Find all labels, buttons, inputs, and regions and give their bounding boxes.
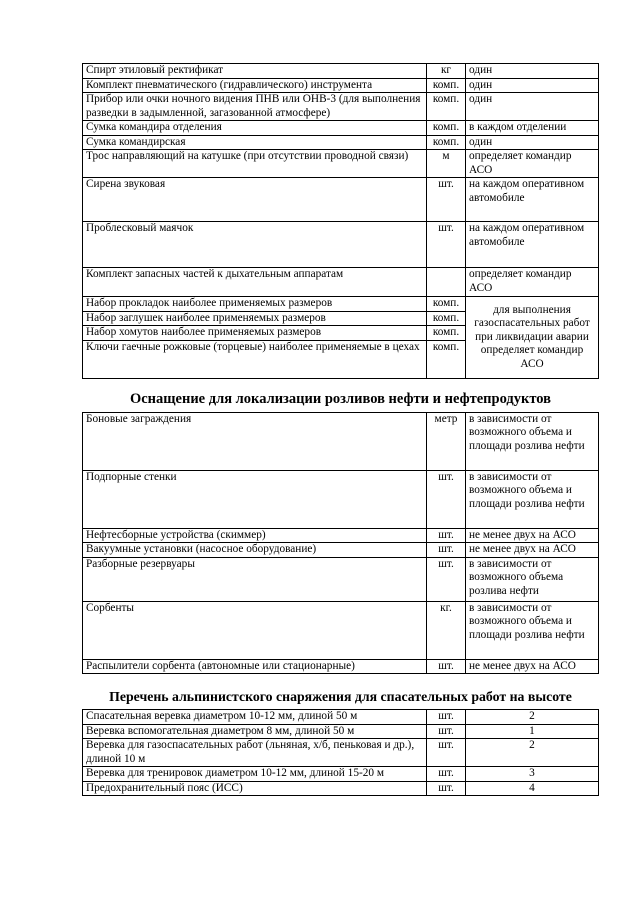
item-unit: шт.	[427, 178, 466, 222]
item-unit: комп.	[427, 326, 466, 341]
item-unit: комп.	[427, 93, 466, 121]
item-unit: шт.	[427, 710, 466, 725]
table-row	[83, 93, 599, 121]
item-name: Ключи гаечные рожковые (торцевые) наиболее применяемые в цехах	[83, 340, 427, 378]
table-row	[83, 222, 599, 268]
item-name: Спирт этиловый ректификат	[83, 64, 427, 79]
item-name: Набор заглушек наиболее применяемых размеров	[83, 311, 427, 326]
item-name: Сумка командирская	[83, 135, 427, 150]
item-name: Разборные резервуары	[83, 557, 427, 601]
table-row	[83, 767, 599, 782]
item-name: Вакуумные установки (насосное оборудование)	[83, 543, 427, 558]
item-unit: метр	[427, 412, 466, 470]
item-qty: на каждом оперативном автомобиле	[466, 178, 599, 222]
table-row	[83, 150, 599, 178]
item-unit: шт.	[427, 724, 466, 739]
item-name: Спасательная веревка диаметром 10-12 мм, длиной 50 м	[83, 710, 427, 725]
item-qty: определяет командир АСО	[466, 150, 599, 178]
item-qty: в зависимости от возможного объема и площади розлива нефти	[466, 412, 599, 470]
table-row	[83, 601, 599, 659]
item-unit: шт.	[427, 557, 466, 601]
item-unit: шт.	[427, 767, 466, 782]
item-unit: комп.	[427, 311, 466, 326]
item-name: Сумка командира отделения	[83, 121, 427, 136]
item-unit: шт.	[427, 659, 466, 674]
item-unit: м	[427, 150, 466, 178]
table-row	[83, 724, 599, 739]
item-name: Веревка вспомогательная диаметром 8 мм, длиной 50 м	[83, 724, 427, 739]
table-row	[83, 781, 599, 796]
item-qty: 2	[466, 739, 599, 767]
item-unit: комп.	[427, 121, 466, 136]
item-unit: шт.	[427, 470, 466, 528]
item-name: Предохранительный пояс (ИСС)	[83, 781, 427, 796]
item-name: Нефтесборные устройства (скиммер)	[83, 528, 427, 543]
section-row	[83, 674, 599, 710]
table-row	[83, 268, 599, 297]
section-title-alpinist: Перечень альпинистского снаряжения для спасательных работ на высоте	[109, 689, 572, 704]
item-qty: 4	[466, 781, 599, 796]
table-row	[83, 297, 599, 312]
item-name: Веревка для газоспасательных работ (льняная, х/б, пеньковая и др.), длиной 10 м	[83, 739, 427, 767]
item-qty: 3	[466, 767, 599, 782]
item-name: Комплект пневматического (гидравлического) инструмента	[83, 78, 427, 93]
table-row	[83, 557, 599, 601]
item-qty: 2	[466, 710, 599, 725]
item-name: Набор прокладок наиболее применяемых размеров	[83, 297, 427, 312]
item-unit	[427, 268, 466, 297]
item-qty: определяет командир АСО	[466, 268, 599, 297]
item-unit: комп.	[427, 135, 466, 150]
table-row	[83, 710, 599, 725]
item-unit: шт.	[427, 739, 466, 767]
item-qty: в зависимости от возможного объема и площади розлива нефти	[466, 601, 599, 659]
table-row	[83, 739, 599, 767]
item-qty: не менее двух на АСО	[466, 543, 599, 558]
item-qty: в зависимости от возможного объема и площади розлива нефти	[466, 470, 599, 528]
item-name: Веревка для тренировок диаметром 10-12 мм, длиной 15-20 м	[83, 767, 427, 782]
section-row	[83, 378, 599, 412]
table-row	[83, 178, 599, 222]
item-qty: на каждом оперативном автомобиле	[466, 222, 599, 268]
table-row	[83, 121, 599, 136]
section-title-oil: Оснащение для локализации розливов нефти и нефтепродуктов	[129, 390, 552, 407]
item-unit: кг	[427, 64, 466, 79]
item-unit: шт.	[427, 543, 466, 558]
equipment-table	[82, 63, 599, 796]
item-qty: один	[466, 135, 599, 150]
item-qty: один	[466, 93, 599, 121]
item-qty: не менее двух на АСО	[466, 659, 599, 674]
item-unit: комп.	[427, 78, 466, 93]
table-row	[83, 135, 599, 150]
item-name: Подпорные стенки	[83, 470, 427, 528]
item-qty: 1	[466, 724, 599, 739]
item-name: Сирена звуковая	[83, 178, 427, 222]
item-unit: комп.	[427, 340, 466, 378]
table-row	[83, 543, 599, 558]
item-name: Комплект запасных частей к дыхательным аппаратам	[83, 268, 427, 297]
item-name: Набор хомутов наиболее применяемых размеров	[83, 326, 427, 341]
item-unit: шт.	[427, 781, 466, 796]
item-name: Боновые заграждения	[83, 412, 427, 470]
item-name: Проблесковый маячок	[83, 222, 427, 268]
item-name: Прибор или очки ночного видения ПНВ или ОНВ-3 (для выполнения разведки в задымленной, загазованной атмосфере)	[83, 93, 427, 121]
item-unit: комп.	[427, 297, 466, 312]
item-qty: не менее двух на АСО	[466, 528, 599, 543]
item-qty: в каждом отделении	[466, 121, 599, 136]
table-row	[83, 78, 599, 93]
table-row	[83, 659, 599, 674]
item-name: Трос направляющий на катушке (при отсутствии проводной связи)	[83, 150, 427, 178]
merged-note: для выполнения газоспасательных работ при ликвидации аварии определяет командир АСО	[466, 297, 599, 379]
table-row	[83, 412, 599, 470]
item-qty: один	[466, 78, 599, 93]
table-row	[83, 528, 599, 543]
item-unit: кг.	[427, 601, 466, 659]
item-qty: один	[466, 64, 599, 79]
table-row	[83, 470, 599, 528]
item-unit: шт.	[427, 528, 466, 543]
item-qty: в зависимости от возможного объема розлива нефти	[466, 557, 599, 601]
table-row	[83, 64, 599, 79]
item-unit: шт.	[427, 222, 466, 268]
item-name: Сорбенты	[83, 601, 427, 659]
item-name: Распылители сорбента (автономные или стационарные)	[83, 659, 427, 674]
